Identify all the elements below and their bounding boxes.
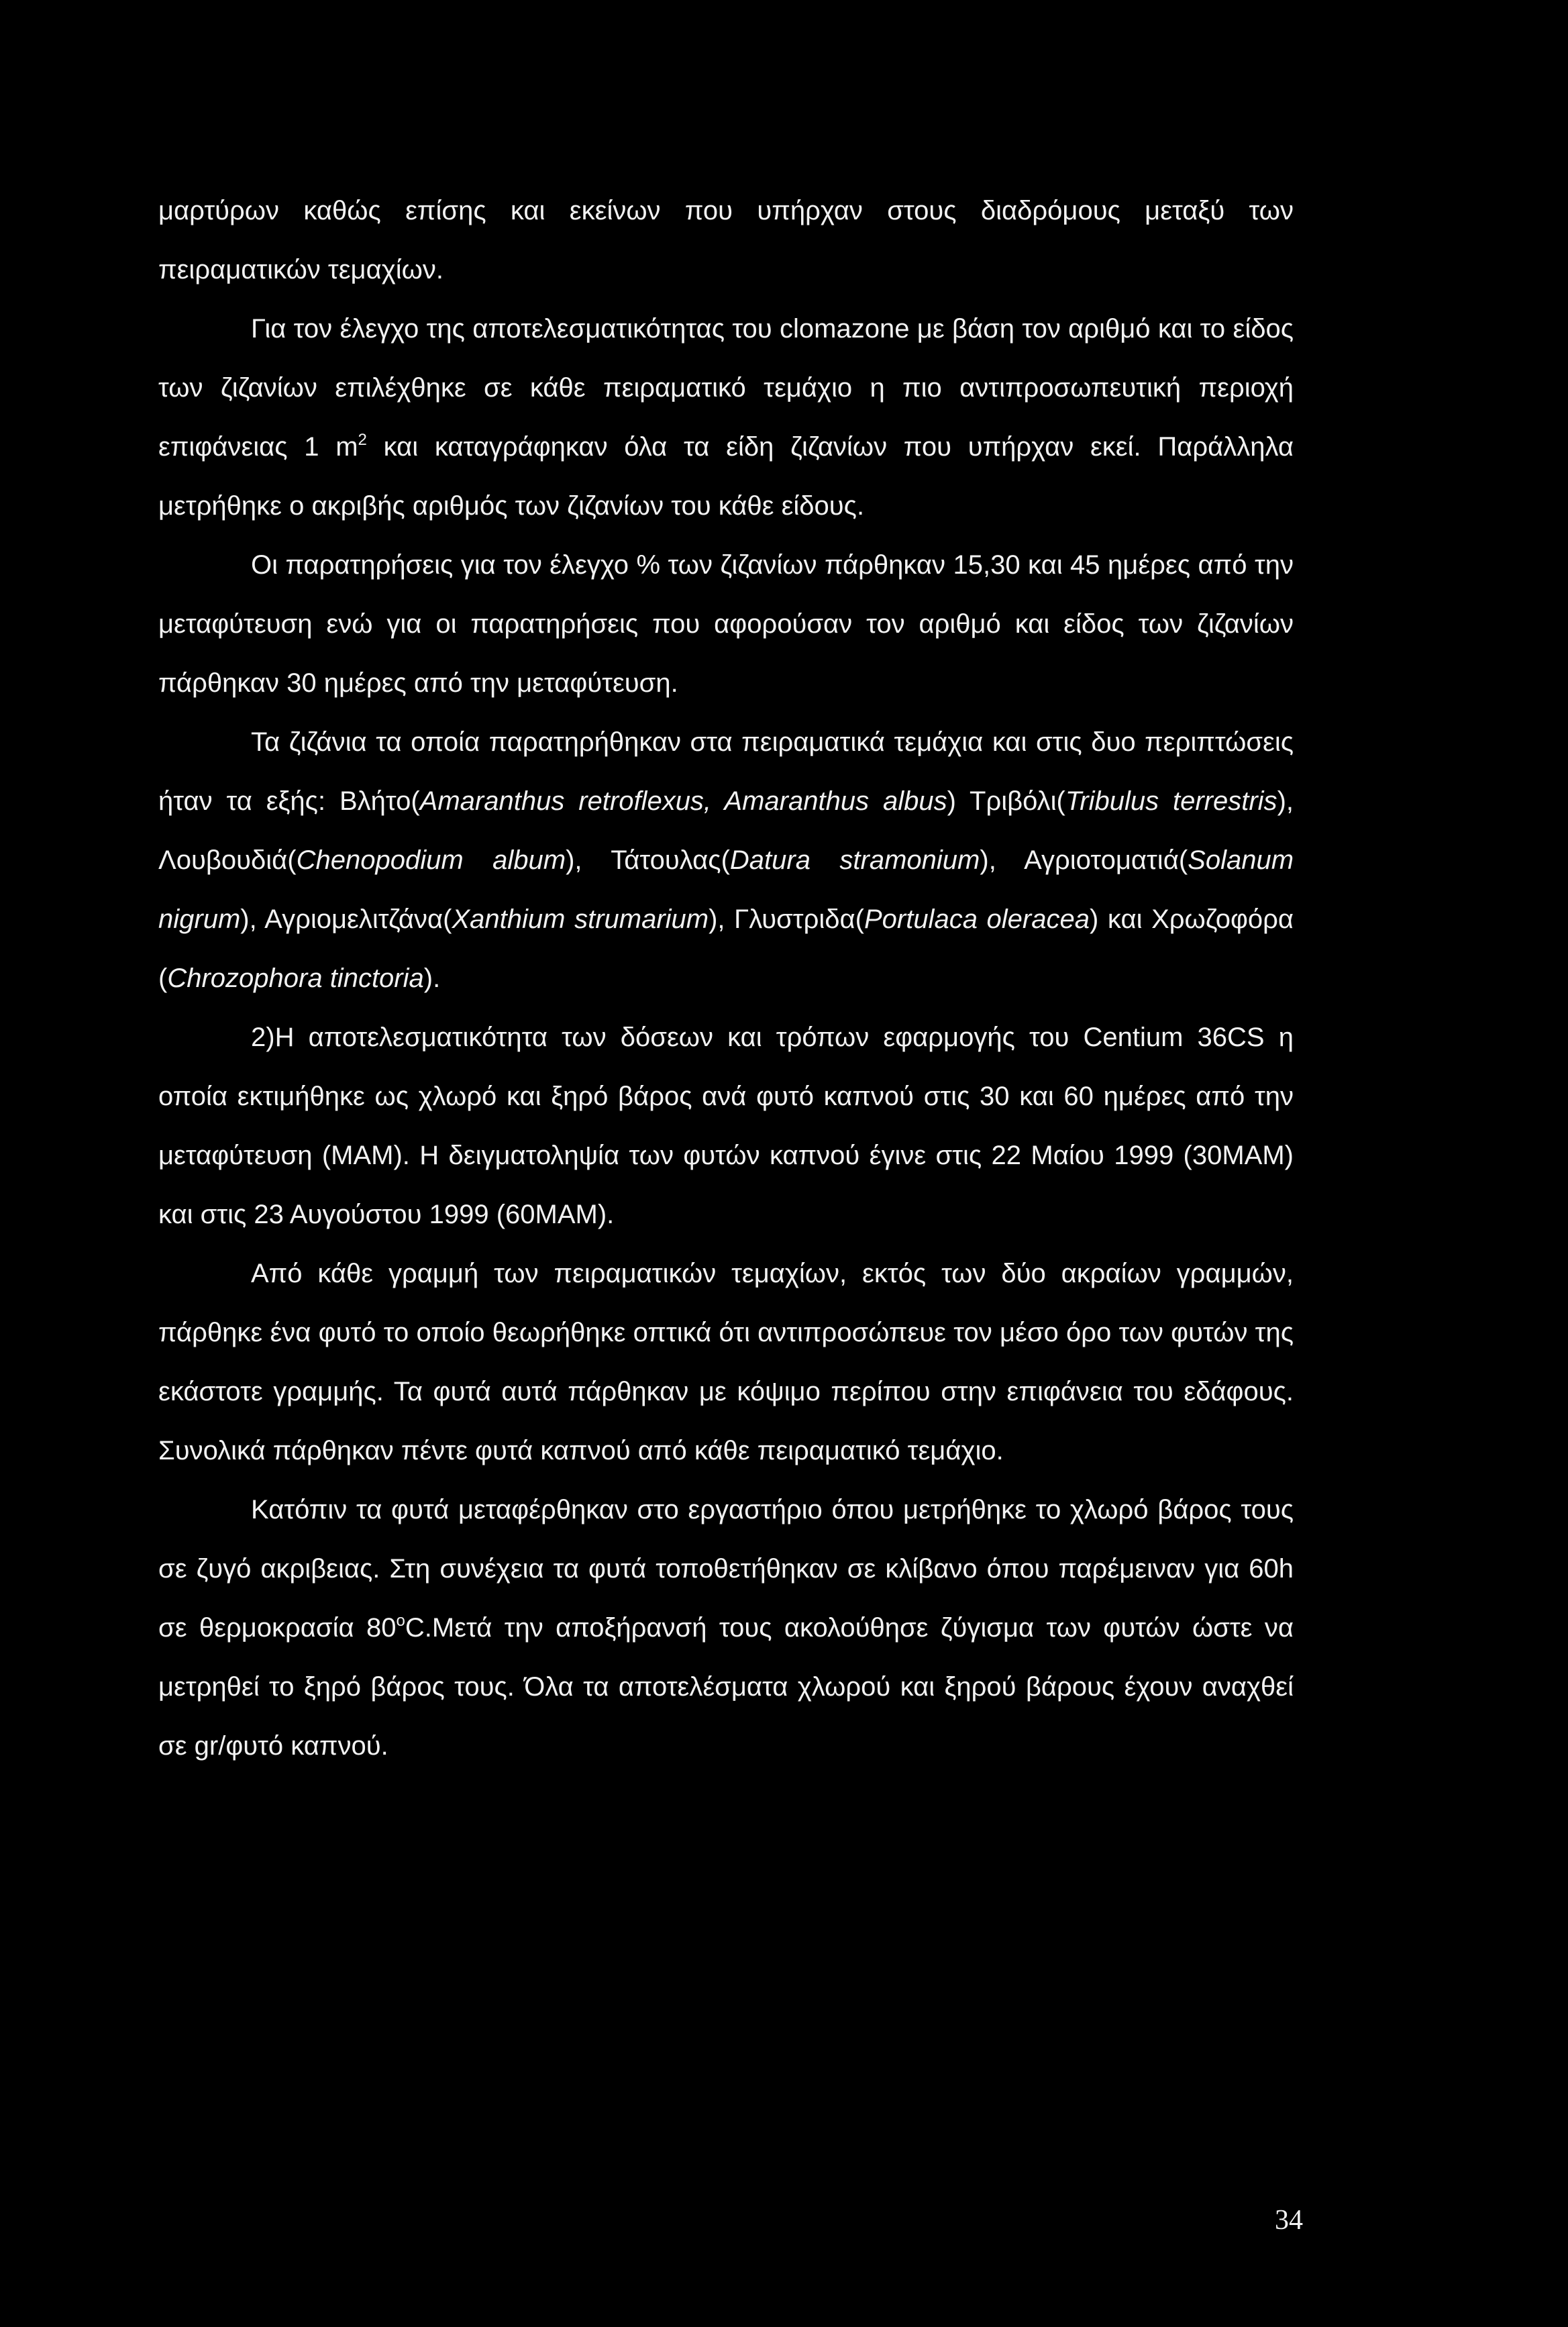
weed-common-name: Γλυστριδα( [734, 904, 864, 934]
weed-latin-name: Solanum nigrum [158, 845, 1294, 934]
paragraph-2-text-b: και καταγράφηκαν όλα τα είδη ζιζανίων που υπήρχαν εκεί. Παράλληλα μετρήθηκε ο ακριβής αριθμός των ζιζανίων του κάθε είδους. [158, 432, 1294, 521]
weed-separator: ) και [1090, 904, 1152, 934]
paragraph-6 [158, 1244, 1294, 1480]
weed-separator: ), [709, 904, 735, 934]
weed-latin-name: Datura stramonium [729, 845, 980, 875]
weed-common-name: Χρωζοφόρα ( [158, 904, 1294, 993]
paragraph-3-text: Οι παρατηρήσεις για τον έλεγχο % των ζιζανίων πάρθηκαν 15,30 και 45 ημέρες από την μεταφύτευση ενώ για οι παρατηρήσεις που αφορούσαν τον αριθμό και είδος των ζιζανίων πάρθηκαν 30 ημέρες από την μεταφύτευση. [158, 550, 1294, 698]
paragraph-2-text-a: Για τον έλεγχο της αποτελεσματικότητας του clomazone με βάση τον αριθμό και το είδος των ζιζανίων επιλέχθηκε σε κάθε πειραματικό τεμάχιο η πιο αντιπροσωπευτική περιοχή επιφάνειας 1 m [158, 314, 1294, 462]
weed-common-name: Τάτουλας( [611, 845, 730, 875]
weed-latin-name: Chenopodium album [296, 845, 566, 875]
weed-separator: ), [240, 904, 265, 934]
degree-superscript: o [396, 1612, 405, 1630]
paragraph-5-text: 2)Η αποτελεσματικότητα των δόσεων και τρόπων εφαρμογής του Centium 36CS η οποία εκτιμήθηκε ως χλωρό και ξηρό βάρος ανά φυτό καπνού στις 30 και 60 ημέρες από την μεταφύτευση (MAM). Η δειγματοληψία των φυτών καπνού έγινε στις 22 Μαίου 1999 (30MAM) και στις 23 Αυγούστου 1999 (60MAM). [158, 1023, 1294, 1229]
weed-latin-name: Portulaca oleracea [864, 904, 1090, 934]
paragraph-3 [158, 535, 1294, 713]
paragraph-1-text: μαρτύρων καθώς επίσης και εκείνων που υπήρχαν στους διαδρόμους μεταξύ των πειραματικών τεμαχίων. [158, 196, 1294, 285]
weed-common-name: Αγριοτοματιά( [1024, 845, 1188, 875]
weed-list-intro: Τα ζιζάνια τα οποία παρατηρήθηκαν στα πειραματικά τεμάχια και στις δυο περιπτώσεις ήταν τα εξής: [158, 727, 1294, 816]
document-page [158, 181, 1294, 1775]
weed-separator: ), [980, 845, 1025, 875]
paragraph-7-text-a: Κατόπιν τα φυτά μεταφέρθηκαν στο εργαστήριο όπου μετρήθηκε το χλωρό βάρος τους σε ζυγό ακριβειας. Στη συνέχεια τα φυτά τοποθετήθηκαν σε κλίβανο όπου παρέμειναν για 60h σε θερμοκρασία 80 [158, 1495, 1294, 1643]
weed-separator: ), [566, 845, 611, 875]
weed-separator: ). [423, 964, 441, 993]
paragraph-6-text: Από κάθε γραμμή των πειραματικών τεμαχίων, εκτός των δύο ακραίων γραμμών, πάρθηκε ένα φυτό το οποίο θεωρήθηκε οπτικά ότι αντιπροσώπευε τον μέσο όρο των φυτών της εκάστοτε γραμμής. Τα φυτά αυτά πάρθηκαν με κόψιμο περίπου στην επιφάνεια του εδάφους. Συνολικά πάρθηκαν πέντε φυτά καπνού από κάθε πειραματικό τεμάχιο. [158, 1259, 1294, 1465]
weed-separator: ) [947, 786, 970, 816]
weed-latin-name: Amaranthus retroflexus, Amaranthus albus [419, 786, 947, 816]
weed-latin-name: Xanthium strumarium [452, 904, 709, 934]
superscript-2: 2 [358, 431, 367, 449]
paragraph-7-text-b: C.Μετά την αποξήρανσή τους ακολούθησε ζύγισμα των φυτών ώστε να μετρηθεί το ξηρό βάρος τους. Όλα τα αποτελέσματα χλωρού και ξηρού βάρους έχουν αναχθεί σε gr/φυτό καπνού. [158, 1613, 1294, 1761]
paragraph-2 [158, 299, 1294, 535]
weed-common-name: Βλήτο( [339, 786, 420, 816]
page-number: 34 [1275, 2205, 1303, 2236]
weed-common-name: Λουβουδιά( [158, 845, 297, 875]
paragraph-5 [158, 1008, 1294, 1244]
weed-common-name: Αγριομελιτζάνα( [264, 904, 452, 934]
paragraph-7 [158, 1480, 1294, 1775]
weed-latin-name: Chrozophora tinctoria [167, 964, 424, 993]
paragraph-1 [158, 181, 1294, 299]
weed-common-name: Τριβόλι( [970, 786, 1065, 816]
weed-separator: ), [1277, 786, 1294, 816]
paragraph-4-weed-list [158, 713, 1294, 1008]
weed-latin-name: Tribulus terrestris [1065, 786, 1277, 816]
